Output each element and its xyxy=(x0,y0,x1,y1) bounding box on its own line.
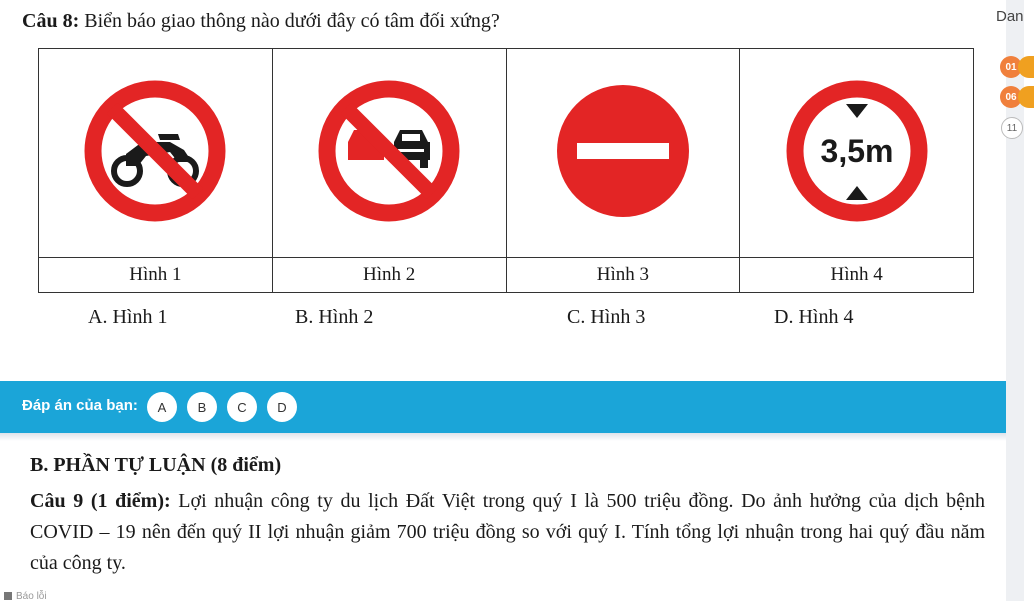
question-9 xyxy=(30,486,985,579)
signs-table xyxy=(38,48,974,293)
question-8-text: Biển báo giao thông nào dưới đây có tâm đối xứng? xyxy=(84,10,500,32)
figure-1-label: Hình 1 xyxy=(39,258,273,293)
figure-3-label: Hình 3 xyxy=(506,258,740,293)
option-c: C. Hình 3 xyxy=(567,306,646,328)
question-number-07-partial[interactable] xyxy=(1018,86,1034,108)
no-overtaking-sign-icon xyxy=(314,76,464,226)
option-b: B. Hình 2 xyxy=(295,306,374,328)
question-number-02-partial[interactable] xyxy=(1018,56,1034,78)
figure-1-cell xyxy=(39,49,273,258)
right-panel-title: Dan xyxy=(996,8,1024,25)
question-number-06[interactable]: 06 xyxy=(1000,86,1022,108)
question-8-number: Câu 8: xyxy=(22,10,80,32)
no-motorcycle-sign-icon xyxy=(80,76,230,226)
height-limit-sign-icon xyxy=(782,76,932,226)
section-divider xyxy=(0,433,1006,441)
report-error-label: Báo lỗi xyxy=(16,591,47,602)
figure-4-cell xyxy=(740,49,974,258)
answer-b-button[interactable]: B xyxy=(187,392,217,422)
answer-a-button[interactable]: A xyxy=(147,392,177,422)
question-number-11[interactable]: 11 xyxy=(1001,117,1023,139)
answer-d-button[interactable]: D xyxy=(267,392,297,422)
height-limit-value: 3,5m xyxy=(820,132,894,169)
report-error-link[interactable] xyxy=(4,591,47,602)
question-9-text: Lợi nhuận công ty du lịch Đất Việt trong quý I là 500 triệu đồng. Do ảnh hưởng của dịch bệnh COVID – 19 nên đến quý II lợi nhuận giảm 700 triệu đồng so với quý I. Tính tổng lợi nhuận trong hai quý đầu năm của công ty. xyxy=(30,490,986,574)
answer-c-button[interactable]: C xyxy=(227,392,257,422)
question-number-01[interactable]: 01 xyxy=(1000,56,1022,78)
flag-icon xyxy=(4,592,12,600)
figure-4-label: Hình 4 xyxy=(740,258,974,293)
option-a: A. Hình 1 xyxy=(88,306,168,328)
section-b-title: B. PHẦN TỰ LUẬN (8 điểm) xyxy=(30,454,282,476)
question-9-number: Câu 9 (1 điểm): xyxy=(30,490,171,512)
option-d: D. Hình 4 xyxy=(774,306,854,328)
question-8-title xyxy=(22,10,500,33)
answer-label: Đáp án của bạn: xyxy=(22,397,138,414)
figure-3-cell xyxy=(506,49,740,258)
right-panel xyxy=(996,0,1024,601)
no-entry-sign-icon xyxy=(548,76,698,226)
figure-2-label: Hình 2 xyxy=(272,258,506,293)
answer-bar xyxy=(0,381,1006,433)
figure-2-cell xyxy=(272,49,506,258)
